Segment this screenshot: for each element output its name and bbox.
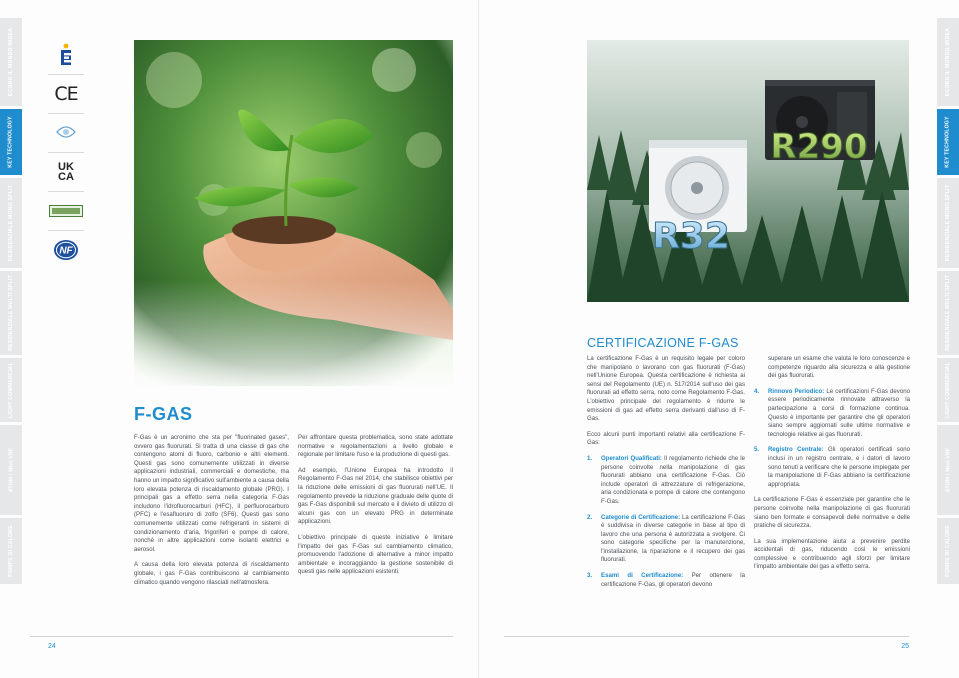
paragraph: L'obiettivo principale di queste iniziative è limitare l'impatto dei gas F-Gas sul cambiamento climatico, promuovendo l'adozione di alternative a minor impatto ambientale e incoraggiando la gestione sostenibile di questi gas nelle applicazioni esistenti. [298,533,453,576]
page-number-left: 24 [48,643,56,650]
paragraph: La certificazione F-Gas è essenziale per garantire che le persone coinvolte nella manipolazione di gas fluorurati siano ben formate e consapevoli delle normative e delle pratiche di sicurezza. [754,496,910,530]
list-text: Il regolamento richiede che le persone coinvolte nella manipolazione di gas fluorurati abbiano una certificazione F-Gas. Ciò include operatori di attrezzature di refrigerazione, aria condizionata e pompe di calore che contengono F-Gas. [601,454,745,505]
list-number: 2. [587,513,593,521]
paragraph: F-Gas è un acronimo che sta per "fluorinated gases", ovvero gas fluorurati. Si tratta di una classe di gas che contengono atomi di fluoro, carbonio e altri elementi. Questi gas sono comunemente utilizzati in diverse applicazioni industriali, commerciali e domestiche, ma hanno un impatto significativo sull'ambiente a causa della loro elevata potenza di riscaldamento globale (PRG). I principali gas a effetto serra nella categoria F-Gas includono l'idrofluorocarburi (HFC), il perfluorocarburo (PFC) e l'esafluoruro di zolfo (SF6). Questi gas sono comunemente utilizzati come refrigeranti in sistemi di condizionamento d'aria, frigoriferi e pompe di calore, nonché in altre applicazioni come isolanti elettrici e aerosol. [134,434,289,553]
list-item [587,514,745,566]
side-tab[interactable] [0,18,22,106]
list-term: Rinnovo Periodico: [768,387,825,395]
eurovent-logo [48,36,84,75]
side-tab-label: ECORN IL MONDO MIDEA [945,27,951,97]
r290-label: R290 [770,127,868,167]
certification-text-column-1 [587,355,745,596]
certification-text-column-2 [754,355,910,579]
heat-pumps-forest-photo [587,40,909,302]
side-tab[interactable] [0,271,22,355]
side-tabs-left [0,18,22,587]
side-tab-label: RESIDENZIALE MONO SPLIT [8,184,14,262]
paragraph: La certificazione F-Gas è un requisito legale per coloro che manipolano o lavorano con gas fluorurati (F-Gas) nell'Unione Europea. Questa certificazione è richiesta ai sensi del Regolamento (UE) n. 517/2014 sull'uso dei gas fluorurati ad effetto serra, noto come Regolamento F-Gas. L'obiettivo principale del regolamento è ridurre le emissioni di gas ad effetto serra derivanti dall'uso di F-Gas. [587,355,745,423]
side-tab[interactable] [0,358,22,422]
list-term: Esami di Certificazione: [601,572,684,580]
list-text: Le certificazioni F-Gas devono essere periodicamente rinnovate attraverso la partecipazione a corsi di formazione continua. Questo è importante per garantire che gli operatori siano sempre aggiornati sulle ultime normative e tecnologie relative ai gas fluorurati. [768,387,910,438]
side-tab-label: RESIDENZIALE MONO SPLIT [945,184,951,262]
side-tab[interactable] [0,518,22,584]
list-number: 3. [587,572,593,580]
list-item [754,388,910,440]
side-tab-label: RESIDENZIALE MULTI SPLIT [8,275,15,351]
fgas-text-column-2 [298,434,453,584]
certification-title: CERTIFICAZIONE F-GAS [587,336,739,350]
right-page [479,0,959,678]
footer-divider [504,636,909,637]
side-tab-label: LIGHT COMMERCIAL [8,362,14,418]
side-tab-label: KEY TECHNOLOGY [945,116,952,168]
side-tab-label: ECORN IL MONDO MIDEA [8,27,14,97]
ce-mark: CE [54,83,78,105]
left-page [0,0,479,678]
list-item [754,446,910,489]
side-tab[interactable] [0,178,22,268]
ukca-logo [48,153,84,192]
water-safety-logo [48,114,84,153]
paragraph: A causa della loro elevata potenza di riscaldamento globale, i gas F-Gas contribuiscono al cambiamento climatico quando vengono rilasciati nell'atmosfera. [134,561,289,586]
list-term: Operatori Qualificati: [601,454,662,462]
side-tab[interactable] [937,271,959,355]
ce-logo [48,75,84,114]
side-tabs-right [937,18,959,587]
fgas-title: F-GAS [134,404,193,424]
nf-logo [48,231,84,269]
certification-points-list [587,455,745,589]
side-tab-label: ATOM / Mini-VRF [8,447,14,493]
list-text: Gli operatori certificati sono inclusi in un registro centrale, e i datori di lavoro sono tenuti a verificare che le persone impiegate per la manipolazione di F-Gas abbiano la certificazione appropriata. [768,446,911,488]
paragraph: superare un esame che valuta le loro conoscenze e competenze riguardo alla sicurezza e alla gestione dei gas fluorurati. [768,355,910,380]
list-number: 5. [754,446,760,454]
side-tab-label: LIGHT COMMERCIAL [945,362,951,418]
list-number: 1. [587,454,593,462]
plant-in-hands-photo [134,40,453,386]
list-item [587,455,745,507]
page-number-right: 25 [901,643,909,650]
side-tab[interactable] [937,18,959,106]
ukca-line-2: CA [58,171,74,183]
list-text: Per ottenere la certificazione F-Gas, gli operatori devono [601,572,745,588]
paragraph: La sua implementazione aiuta a prevenire perdite accidentali di gas, riducendo così le emissioni complessive e contribuendo agli sforzi per limitare l'impatto ambientale dei gas a effetto serra. [754,537,910,571]
side-tab[interactable] [0,109,22,175]
side-tab[interactable] [937,518,959,584]
side-tab-label: POMPE DI CALORE [8,525,14,577]
footer-divider [30,636,453,637]
side-tab[interactable] [937,358,959,422]
certification-badge-logo [48,192,84,231]
certification-points-list-continued [754,388,910,490]
ukca-line-1: UK [58,161,74,173]
side-tab-label: POMPE DI CALORE [945,525,951,577]
paragraph: Ecco alcuni punti importanti relativi alla certificazione F-Gas: [587,430,745,447]
side-tab[interactable] [937,109,959,175]
list-term: Categorie di Certificazione: [601,513,681,521]
paragraph: Ad esempio, l'Unione Europea ha introdotto il Regolamento F-Gas nel 2014, che stabilisce obiettivi per la riduzione delle emissioni di gas fluorurati nell'UE. Il regolamento prevede la riduzione graduale delle quote di gas F-Gas disponibili sul mercato e il divieto di utilizzo di alcuni gas con un elevato PRG in determinate applicazioni. [298,466,453,526]
list-number: 4. [754,387,760,395]
side-tab[interactable] [937,178,959,268]
side-tab[interactable] [937,425,959,515]
r32-label: R32 [652,216,730,257]
list-item [587,572,745,589]
list-term: Registro Centrale: [768,446,824,454]
side-tab-label: KEY TECHNOLOGY [8,116,15,168]
side-tab[interactable] [0,425,22,515]
side-tab-label: ATOM / Mini-VRF [945,447,951,493]
list-text: La certificazione F-Gas è suddivisa in diverse categorie in base al tipo di lavoro che una persona è autorizzata a svolgere. Ci sono categorie specifiche per la manutenzione, l'installazione, la riparazione e il recupero dei gas fluorurati. [601,513,745,564]
nf-mark: NF [59,245,73,257]
certification-logos [48,36,84,269]
side-tab-label: RESIDENZIALE MULTI SPLIT [945,275,952,351]
fgas-text-column-1 [134,434,289,594]
paragraph: Per affrontare questa problematica, sono state adottate normative e regolamentazioni a livello globale e regionale per limitare l'uso e la produzione di questi gas. [298,434,453,459]
